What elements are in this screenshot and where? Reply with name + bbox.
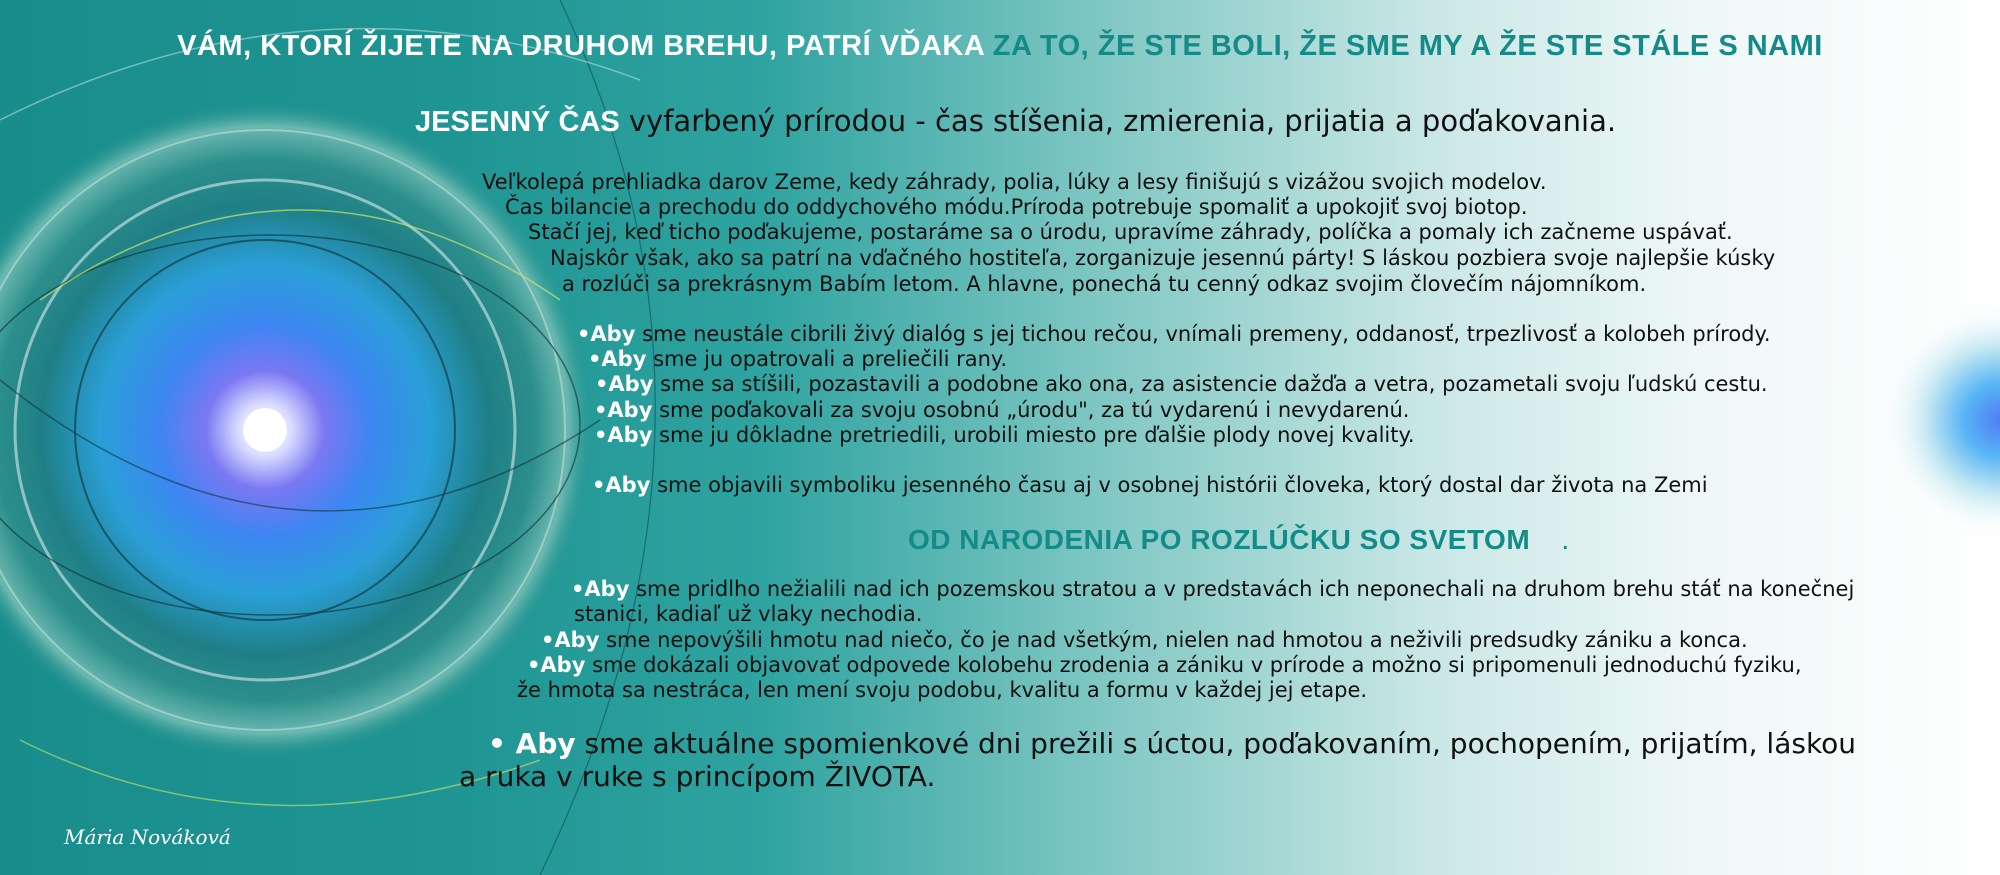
subtitle <box>415 104 1715 139</box>
bullet-text: sme nepovýšili hmotu nad niečo, čo je nad všetkým, nielen nad hmotou a neživili predsudky zániku a konca. <box>599 628 1748 652</box>
bullet-text: sme ju dôkladne pretriedili, urobili miesto pre ďalšie plody novej kvality. <box>652 423 1415 447</box>
bullet-text: sme sa stíšili, pozastavili a podobne ako ona, za asistencie dažďa a vetra, pozametali svoju ľudskú cestu. <box>653 372 1768 396</box>
aby-word: •Aby <box>571 577 630 601</box>
bullet-item <box>541 628 1748 652</box>
aby-word: •Aby <box>594 423 653 447</box>
final-line-1 <box>488 727 1856 760</box>
section-heading-text: OD NARODENIA PO ROZLÚČKU SO SVETOM <box>908 524 1531 555</box>
intro-line: Stačí jej, keď ticho poďakujeme, postaráme sa o úrodu, upravíme záhrady, políčka a pomaly ich začneme uspávať. <box>528 220 1733 244</box>
subtitle-rest: vyfarbený prírodou - čas stíšenia, zmierenia, prijatia a poďakovania. <box>628 104 1617 138</box>
bullet-item <box>527 653 1802 677</box>
aby-word: •Aby <box>588 347 647 371</box>
aby-word: •Aby <box>541 628 600 652</box>
bullet-text: stanici, kadiaľ už vlaky nechodia. <box>574 602 923 626</box>
bullet-item <box>571 577 1854 601</box>
bullet-text: sme ju opatrovali a preliečili rany. <box>646 347 1008 371</box>
intro-line: Čas bilancie a prechodu do oddychového módu.Príroda potrebuje spomaliť a upokojiť svoj biotop. <box>505 195 1528 219</box>
bullet-item <box>595 372 1768 396</box>
intro-line: a rozlúči sa prekrásnym Babím letom. A hlavne, ponechá tu cenný odkaz svojim človečím nájomníkom. <box>562 272 1647 296</box>
aby-word: •Aby <box>527 653 586 677</box>
bullet-text: sme pridlho nežialili nad ich pozemskou stratou a v predstavách ich neponechali na druhom brehu stáť na konečnej <box>629 577 1855 601</box>
section-heading <box>908 524 1569 556</box>
aby-word: •Aby <box>592 473 651 497</box>
final-text-1: sme aktuálne spomienkové dni prežili s úctou, poďakovaním, pochopením, prijatím, láskou <box>575 727 1857 760</box>
header-part-2: ZA TO, ŽE STE BOLI, ŽE SME MY A ŽE STE STÁLE S NAMI <box>992 30 1823 62</box>
bullet-item <box>592 473 1708 497</box>
bullet-text: že hmota sa nestráca, len mení svoju podobu, kvalitu a formu v každej jej etape. <box>517 678 1368 702</box>
intro-line: Veľkolepá prehliadka darov Zeme, kedy záhrady, polia, lúky a lesy finišujú s vizážou svojich modelov. <box>482 170 1547 194</box>
bullet-continuation <box>574 602 922 626</box>
aby-word: •Aby <box>595 372 654 396</box>
bullet-continuation <box>517 678 1367 702</box>
bullet-item <box>577 322 1771 346</box>
final-line-2: a ruka v ruke s princípom ŽIVOTA. <box>459 760 936 793</box>
bullet-item <box>594 423 1415 447</box>
aby-word: •Aby <box>577 322 636 346</box>
bullet-text: sme poďakovali za svoju osobnú „úrodu", za tú vydarenú i nevydarenú. <box>652 398 1410 422</box>
bullet-item <box>594 398 1409 422</box>
secondary-orb <box>1880 300 2000 540</box>
subtitle-lead: JESENNÝ ČAS <box>415 106 620 138</box>
bullet-text: sme dokázali objavovať odpovede kolobehu zrodenia a zániku v prírode a možno si pripomenuli jednoduchú fyziku, <box>585 653 1802 677</box>
section-heading-dot: . <box>1562 532 1569 554</box>
header-part-1: VÁM, KTORÍ ŽIJETE NA DRUHOM BREHU, PATRÍ VĎAKA <box>177 30 985 62</box>
aby-word: •Aby <box>594 398 653 422</box>
bullet-text: sme objavili symboliku jesenného času aj v osobnej histórii človeka, ktorý dostal dar života na Zemi <box>650 473 1708 497</box>
bullet-item <box>588 347 1007 371</box>
intro-line: Najskôr však, ako sa patrí na vďačného hostiteľa, zorganizuje jesennú párty! S láskou pozbiera svoje najlepšie kúsky <box>550 246 1776 270</box>
page-header <box>0 30 2000 63</box>
bullet-text: sme neustále cibrili živý dialóg s jej tichou rečou, vnímali premeny, oddanosť, trpezlivosť a kolobeh prírody. <box>635 322 1771 346</box>
aby-word: • Aby <box>488 727 576 760</box>
artist-signature: Mária Nováková <box>64 825 231 849</box>
